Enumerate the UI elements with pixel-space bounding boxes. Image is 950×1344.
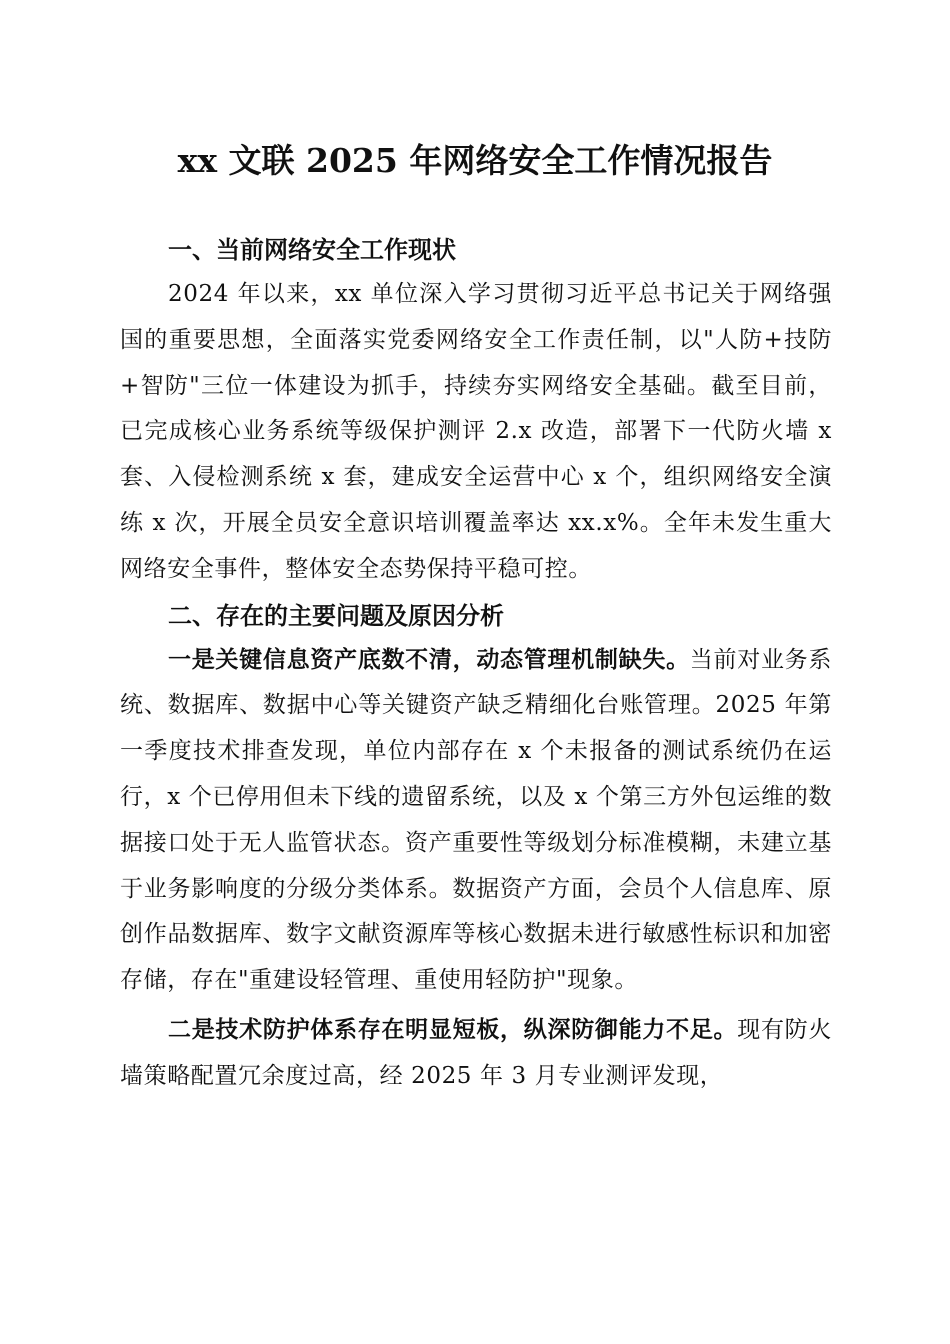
paragraph-text: 现有防火墙策略配置冗余度过高，经 2025 年 3 月专业测评发现，	[120, 1016, 832, 1089]
section-heading: 二、存在的主要问题及原因分析	[168, 601, 504, 630]
paragraph-lead: 一是关键信息资产底数不清，动态管理机制缺失。	[168, 646, 690, 673]
document-title: xx 文联 2025 年网络安全工作情况报告	[177, 141, 773, 180]
paragraph	[120, 272, 832, 593]
document-body	[120, 229, 832, 1100]
paragraph	[120, 1008, 832, 1100]
section-heading: 一、当前网络安全工作现状	[168, 236, 456, 264]
paragraph-text: 2024 年以来，xx 单位深入学习贯彻习近平总书记关于网络强国的重要思想，全面落实党委网络安全工作责任制，以"人防+技防+智防"三位一体建设为抓手，持续夯实网络安全基础。截至目前，已完成核心业务系统等级保护测评 2.x 改造，部署下一代防火墙 x 套、入侵检测系统 x 套，建成安全运营中心 x 个，组织网络安全演练 x 次，开展全员安全意识培训覆盖率达 xx.x%。全年未发生重大网络安全事件，整体安全态势保持平稳可控。	[120, 281, 832, 582]
paragraph	[120, 638, 832, 1004]
paragraph-lead: 二是技术防护体系存在明显短板，纵深防御能力不足。	[168, 1016, 738, 1043]
paragraph-text: 当前对业务系统、数据库、数据中心等关键资产缺乏精细化台账管理。2025 年第一季度技术排查发现，单位内部存在 x 个未报备的测试系统仍在运行，x 个已停用但未下线的遗留系统，以及 x 个第三方外包运维的数据接口处于无人监管状态。资产重要性等级划分标准模糊，未建立基于业务影响度的分级分类体系。数据资产方面，会员个人信息库、原创作品数据库、数字文献资源库等核心数据未进行敏感性标识和加密存储，存在"重建设轻管理、重使用轻防护"现象。	[120, 646, 832, 994]
